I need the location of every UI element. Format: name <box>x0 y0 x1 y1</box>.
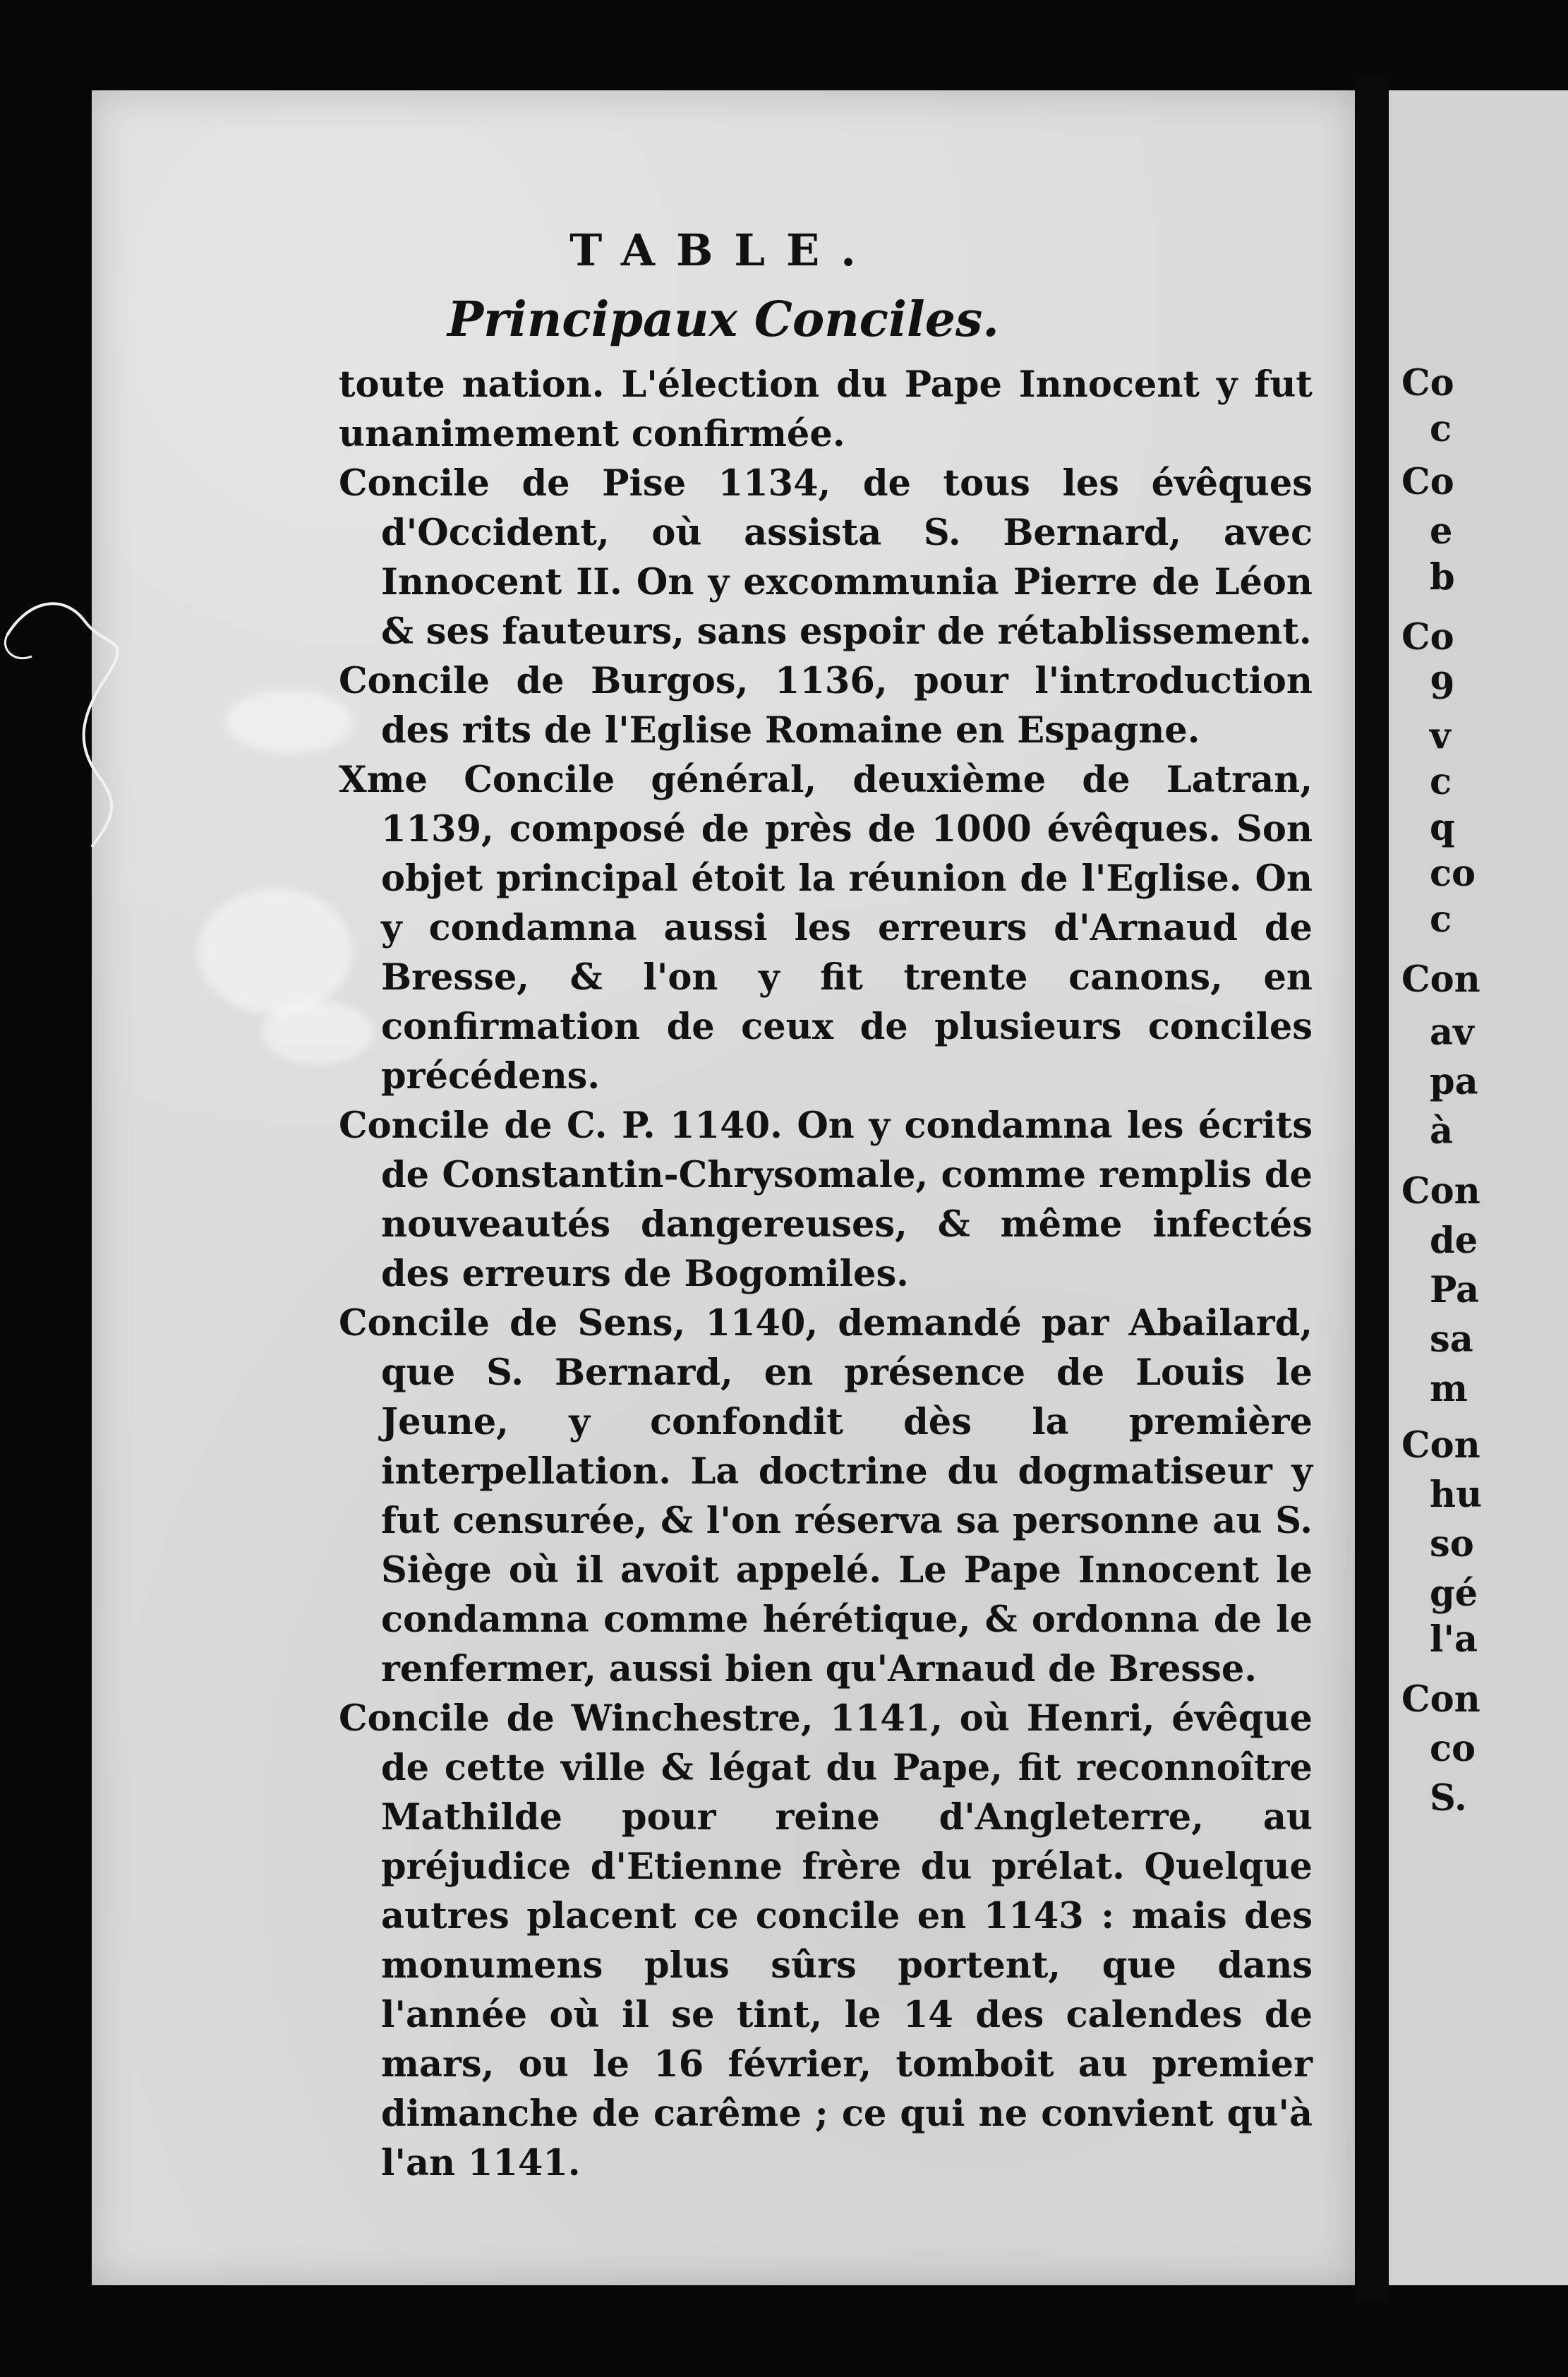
running-head: TABLE. <box>569 224 877 276</box>
facing-page-fragment: Co <box>1401 461 1454 503</box>
facing-page-fragment: b <box>1430 556 1455 598</box>
entry-concile-latran: Xme Concile général, deuxième de Latran, 1139, composé de près de 1000 évêques. Son objet principal étoit la réunion de l'Eglise. On y condamna aussi les erreurs d'Arnaud de Bresse, & l'on y fit trente canons, en confirmation de ceux de plusieurs conciles précédens. <box>339 759 1313 1097</box>
section-title: Principaux Conciles. <box>447 291 999 348</box>
facing-page-fragment: Con <box>1401 1424 1480 1467</box>
thread-fiber <box>0 593 155 861</box>
facing-page-fragment: sa <box>1430 1318 1473 1361</box>
entry-continuation: toute nation. L'élection du Pape Innocent y fut unanimement confirmée. <box>339 363 1313 455</box>
facing-page-fragment: co <box>1430 1728 1476 1770</box>
facing-page-fragment: co <box>1430 853 1476 895</box>
facing-page-fragment: S. <box>1430 1777 1467 1819</box>
text-column <box>339 360 1313 2188</box>
facing-page-fragment: l'a <box>1430 1618 1478 1661</box>
facing-page-fragment: Con <box>1401 958 1480 1001</box>
paper-stain <box>226 690 353 754</box>
paper-stain <box>198 888 353 1015</box>
entry-concile-burgos: Concile de Burgos, 1136, pour l'introduction des rits de l'Eglise Romaine en Espagne. <box>339 660 1313 752</box>
facing-page-fragment: q <box>1430 807 1455 849</box>
facing-page-fragment: Con <box>1401 1678 1480 1721</box>
facing-page-fragment: Con <box>1401 1170 1480 1212</box>
page-gutter <box>1356 78 1387 2301</box>
facing-page-fragment: de <box>1430 1220 1478 1262</box>
facing-page-fragment: v <box>1430 715 1451 757</box>
facing-page-fragment: m <box>1430 1368 1468 1410</box>
facing-page-edge <box>1389 90 1568 2285</box>
facing-page-fragment: pa <box>1430 1061 1478 1103</box>
entry-concile-cp: Concile de C. P. 1140. On y condamna les écrits de Constantin-Chrysomale, comme remplis de nouveautés dangereuses, & même infectés des erreurs de Bogomiles. <box>339 1105 1313 1295</box>
facing-page-fragment: so <box>1430 1523 1474 1565</box>
entry-concile-pise: Concile de Pise 1134, de tous les évêques d'Occident, où assista S. Bernard, avec Innocent II. On y excommunia Pierre de Léon & ses fauteurs, sans espoir de rétablissement. <box>339 462 1313 653</box>
facing-page-fragment: e <box>1430 510 1453 553</box>
facing-page-fragment: c <box>1430 761 1452 803</box>
facing-page-fragment: c <box>1430 898 1452 941</box>
book-page <box>92 90 1355 2285</box>
entry-concile-sens: Concile de Sens, 1140, demandé par Abailard, que S. Bernard, en présence de Louis le Jeune, y confondit dès la première interpellation. La doctrine du dogmatiseur y fut censurée, & l'on réserva sa personne au S. Siège où il avoit appelé. Le Pape Innocent le condamna comme hérétique, & ordonna de le renfermer, aussi bien qu'Arnaud de Bresse. <box>339 1302 1313 1690</box>
facing-page-fragment: Co <box>1401 362 1454 404</box>
facing-page-fragment: 9 <box>1430 666 1455 708</box>
facing-page-fragment: gé <box>1430 1572 1478 1615</box>
facing-page-fragment: av <box>1430 1011 1474 1054</box>
facing-page-fragment: c <box>1430 408 1452 450</box>
facing-page-fragment: hu <box>1430 1474 1483 1516</box>
entry-concile-winchestre: Concile de Winchestre, 1141, où Henri, évêque de cette ville & légat du Pape, fit reconnoître Mathilde pour reine d'Angleterre, au préjudice d'Etienne frère du prélat. Quelque autres placent ce concile en 1143 : mais des monumens plus sûrs portent, que dans l'année où il se tint, le 14 des calendes de mars, ou le 16 février, tomboit au premier dimanche de carême ; ce qui ne convient qu'à l'an 1141. <box>339 1697 1313 2184</box>
facing-page-fragment: Co <box>1401 616 1454 658</box>
facing-page-fragment: Pa <box>1430 1269 1480 1311</box>
facing-page-fragment: à <box>1430 1110 1454 1153</box>
